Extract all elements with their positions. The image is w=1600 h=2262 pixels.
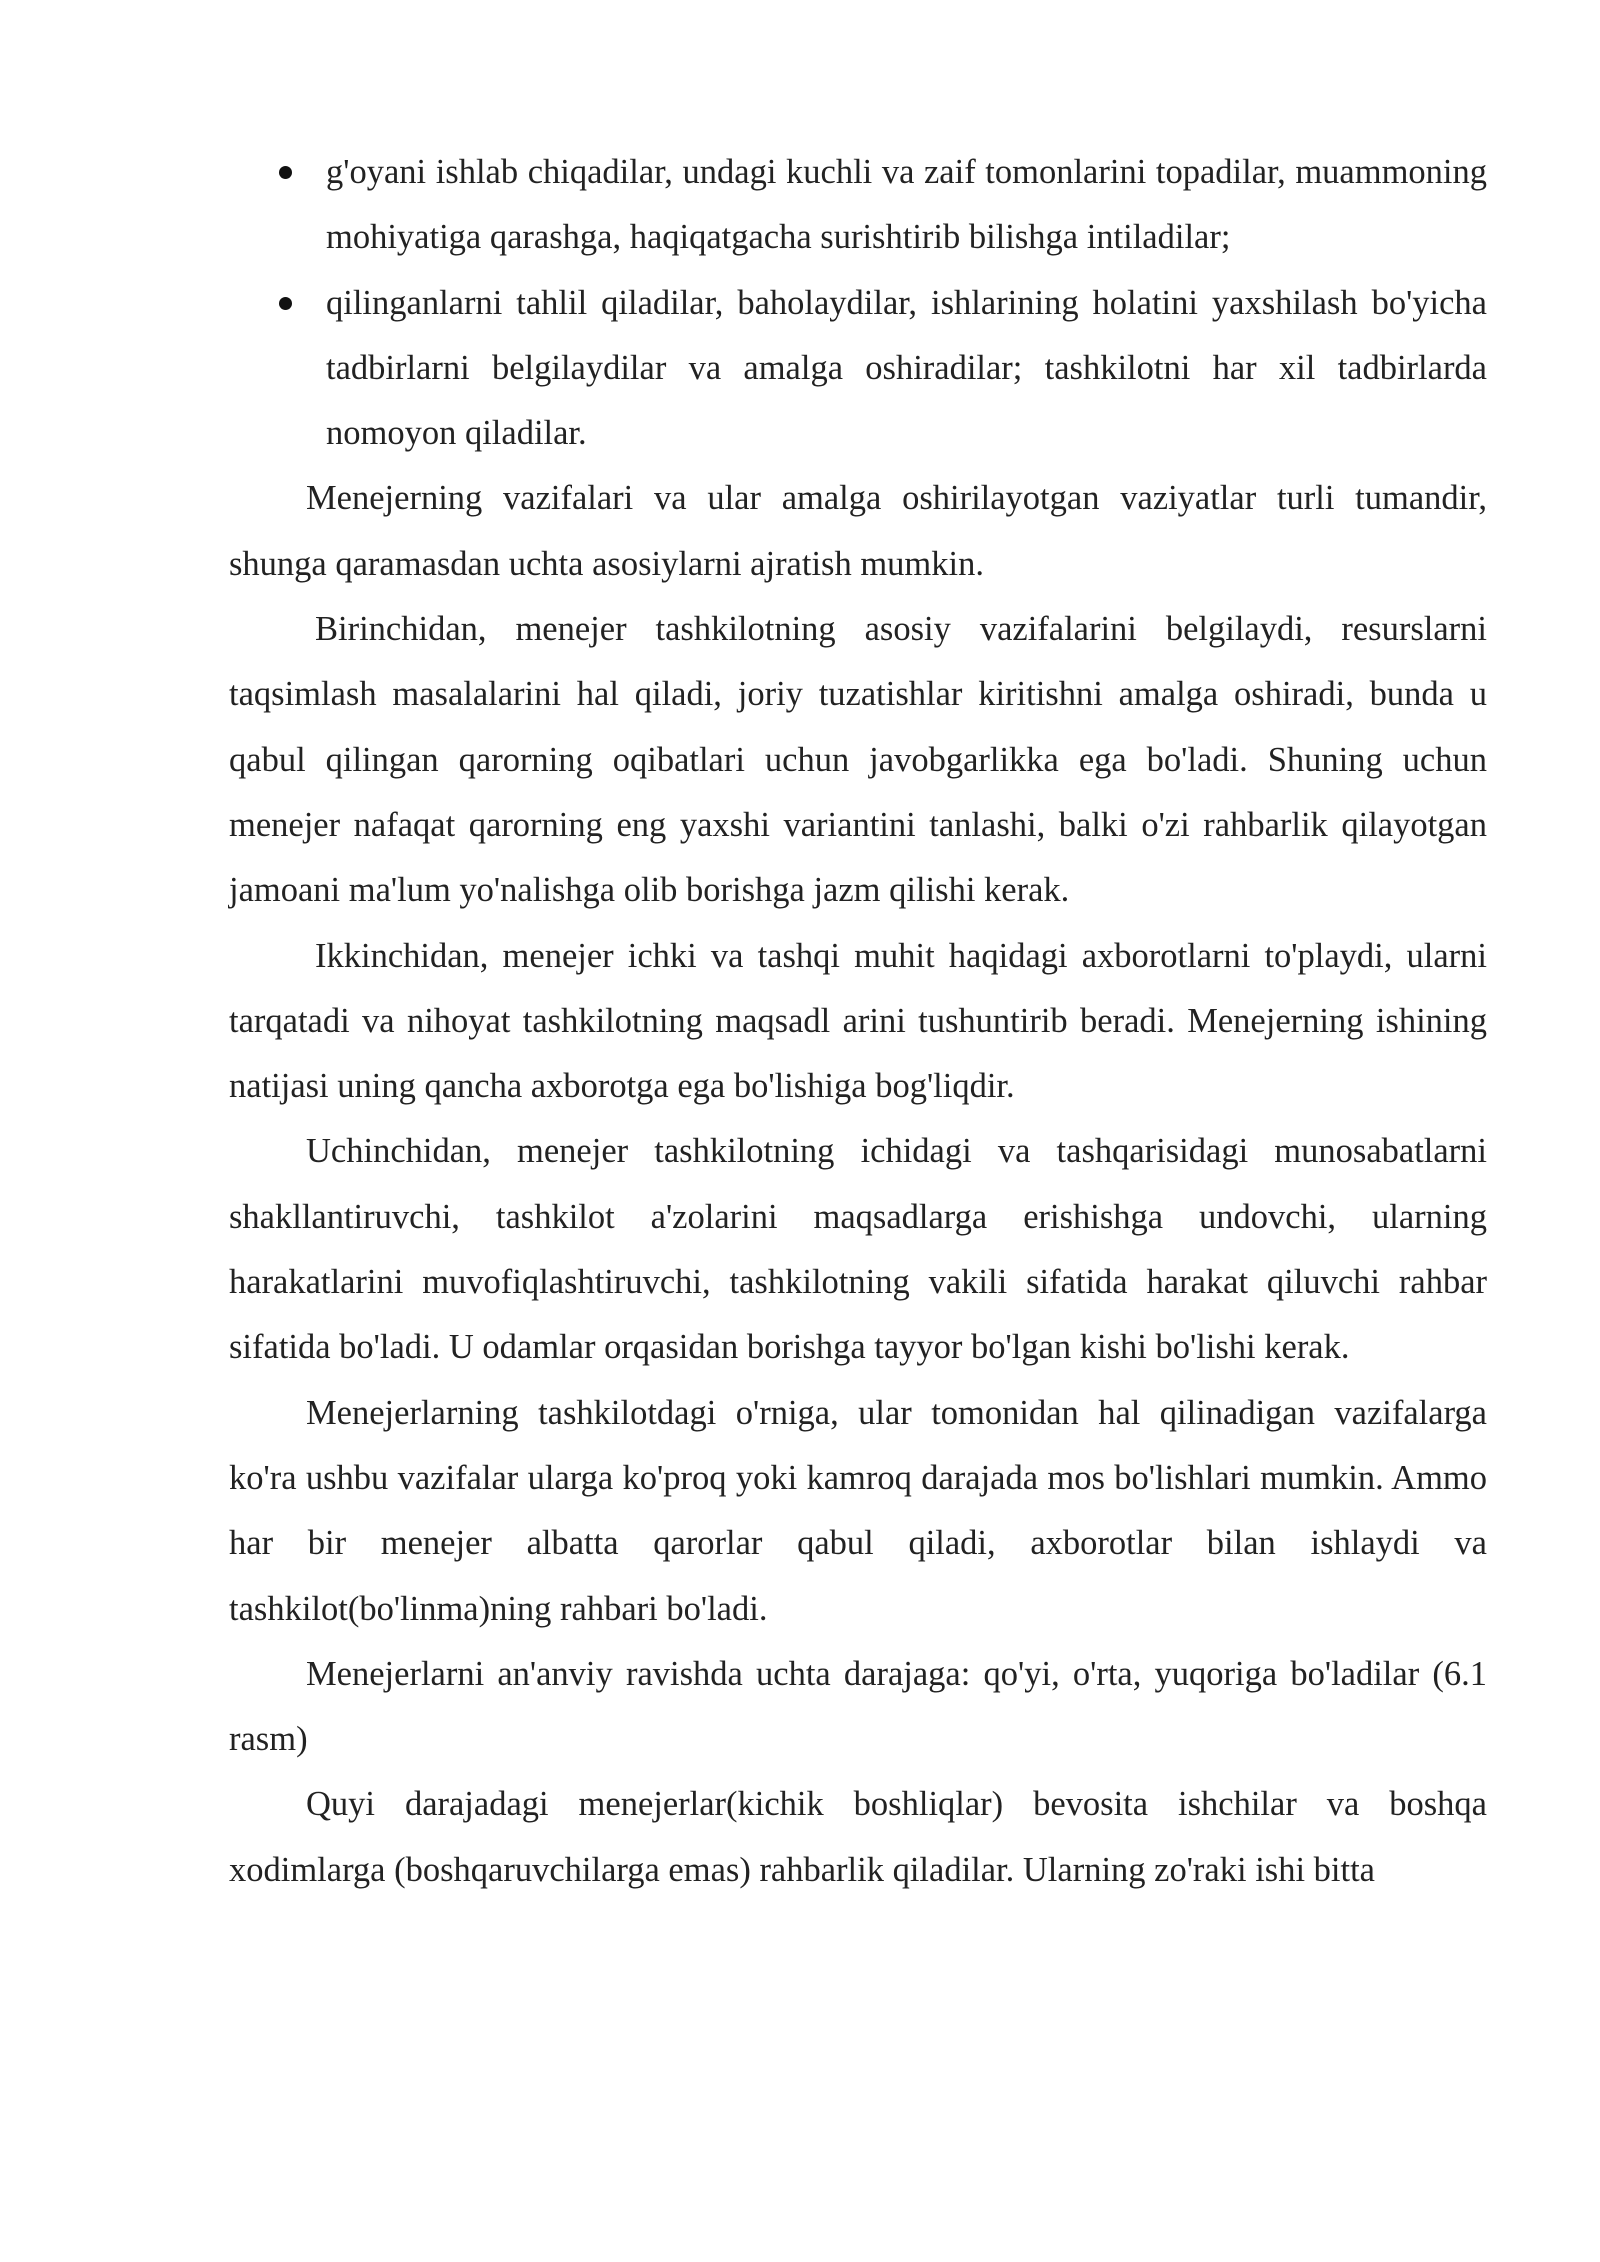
bullet-item bbox=[229, 140, 1487, 271]
bullet-item bbox=[229, 271, 1487, 467]
paragraph: Menejerning vazifalari va ular amalga oshirilayotgan vaziyatlar turli tumandir, shunga qaramasdan uchta asosiylarni ajratish mumkin. bbox=[229, 479, 1487, 583]
paragraph: Menejerlarni an'anviy ravishda uchta darajaga: qo'yi, o'rta, yuqoriga bo'ladilar (6.1 rasm) bbox=[229, 1654, 1487, 1759]
bullet-icon bbox=[279, 297, 292, 310]
paragraph: Uchinchidan, menejer tashkilotning ichidagi va tashqarisidagi munosabatlarni shakllantiruvchi, tashkilot a'zolarini maqsadlarga erishishga undovchi, ularning harakatlarini muvofiqlashtiruvchi, tashkilotning vakili sifatida harakat qiluvchi rahbar sifatida bo'ladi. U odamlar orqasidan borishga tayyor bo'lgan kishi bo'lishi kerak. bbox=[229, 1132, 1487, 1367]
bullet-text: qilinganlarni tahlil qiladilar, baholaydilar, ishlarining holatini yaxshilash bo'yicha tadbirlarni belgilaydilar va amalga oshiradilar; tashkilotni har xil tadbirlarda nomoyon qiladilar. bbox=[326, 283, 1487, 453]
paragraph: Birinchidan, menejer tashkilotning asosiy vazifalarini belgilaydi, resurslarni taqsimlash masalalarini hal qiladi, joriy tuzatishlar kiritishni amalga oshiradi, bunda u qabul qilingan qarorning oqibatlari uchun javobgarlikka ega bo'ladi. Shuning uchun menejer nafaqat qarorning eng yaxshi variantini tanlashi, balki o'zi rahbarlik qilayotgan jamoani ma'lum yo'nalishga olib borishga jazm qilishi kerak. bbox=[229, 610, 1487, 910]
paragraph: Ikkinchidan, menejer ichki va tashqi muhit haqidagi axborotlarni to'playdi, ularni tarqatadi va nihoyat tashkilotning maqsadl arini tushuntirib beradi. Menejerning ishining natijasi uning qancha axborotga ega bo'lishiga bog'liqdir. bbox=[229, 936, 1487, 1106]
paragraph: Menejerlarning tashkilotdagi o'rniga, ular tomonidan hal qilinadigan vazifalarga ko'ra ushbu vazifalar ularga ko'proq yoki kamroq darajada mos bo'lishlari mumkin. Ammo har bir menejer albatta qarorlar qabul qiladi, axborotlar bilan ishlaydi va tashkilot(bo'linma)ning rahbari bo'ladi. bbox=[229, 1393, 1487, 1628]
bullet-icon bbox=[279, 166, 292, 179]
bullet-text: g'oyani ishlab chiqadilar, undagi kuchli va zaif tomonlarini topadilar, muammoning mohiyatiga qarashga, haqiqatgacha surishtirib bilishga intiladilar; bbox=[326, 153, 1487, 257]
bullet-list bbox=[229, 140, 1487, 466]
document-page bbox=[229, 140, 1487, 1903]
paragraph: Quyi darajadagi menejerlar(kichik boshliqlar) bevosita ishchilar va boshqa xodimlarga (boshqaruvchilarga emas) rahbarlik qiladilar. Ularning zo'raki ishi bitta bbox=[229, 1785, 1487, 1889]
